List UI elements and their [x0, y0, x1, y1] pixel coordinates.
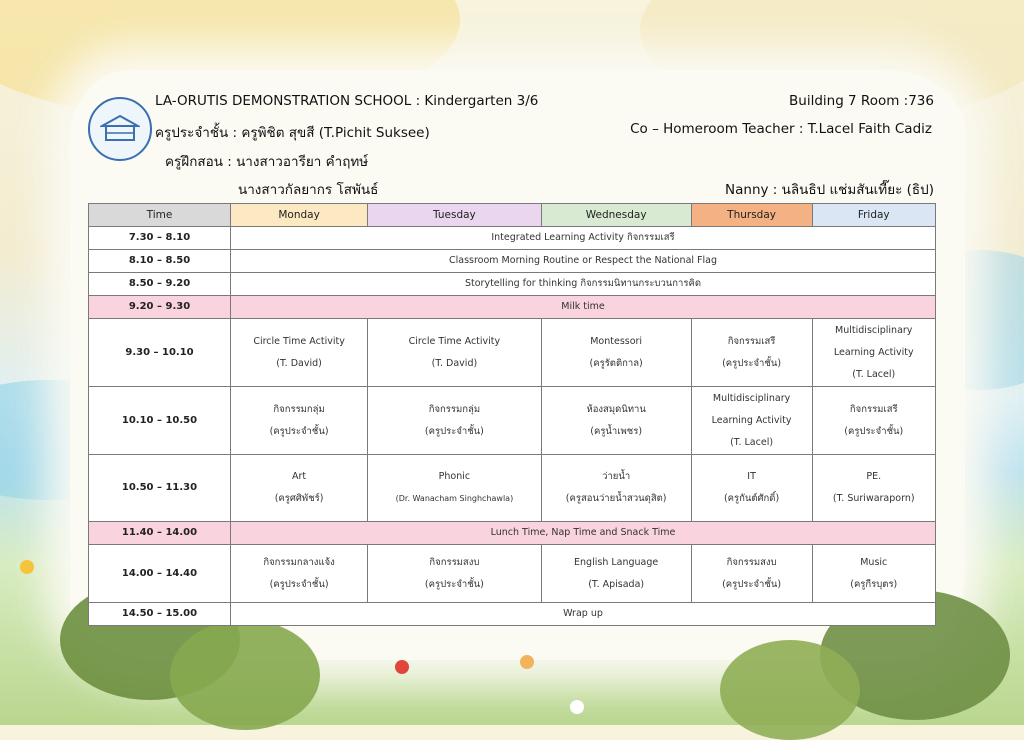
- header-monday: Monday: [231, 204, 368, 227]
- co-homeroom-teacher: Co – Homeroom Teacher : T.Lacel Faith Cadiz: [630, 121, 932, 137]
- friday-activity: [812, 387, 936, 455]
- activity-name: Music: [860, 556, 888, 568]
- time-cell: 10.10 – 10.50: [89, 387, 231, 455]
- activity-name: กิจกรรมเสรี: [849, 403, 898, 415]
- header-tuesday: Tuesday: [368, 204, 542, 227]
- room-label: Building 7 Room :736: [789, 93, 934, 109]
- header-friday: Friday: [812, 204, 936, 227]
- flower: [20, 560, 34, 574]
- table-row: [89, 522, 936, 545]
- activity-teacher: (ครูประจำชั้น): [844, 425, 904, 437]
- activity-teacher: (ครูประจำชั้น): [722, 357, 782, 369]
- table-header-row: [89, 204, 936, 227]
- activity-name: กิจกรรมเสรี: [727, 335, 776, 347]
- school-building-icon: [100, 114, 140, 144]
- flower: [520, 655, 534, 669]
- span-activity: Storytelling for thinking กิจกรรมนิทานกระบวนการคิด: [231, 273, 936, 296]
- activity-name: Phonic: [438, 471, 471, 482]
- activity-name: กิจกรรมกลางแจ้ง: [263, 556, 335, 568]
- table-row: [89, 227, 936, 250]
- school-title: LA-ORUTIS DEMONSTRATION SCHOOL : Kindergarten 3/6: [155, 93, 539, 109]
- span-activity: Integrated Learning Activity กิจกรรมเสรี: [231, 227, 936, 250]
- time-cell: 9.20 – 9.30: [89, 296, 231, 319]
- span-activity: Milk time: [231, 296, 936, 319]
- thursday-activity: [691, 455, 812, 522]
- activity-teacher: (ครูประจำชั้น): [269, 425, 329, 437]
- flower: [395, 660, 409, 674]
- table-row: [89, 545, 936, 603]
- monday-activity: [231, 387, 368, 455]
- span-activity: Wrap up: [231, 603, 936, 626]
- activity-teacher: (ครูสอนว่ายน้ำสวนดุสิต): [565, 493, 667, 504]
- activity-name: Art: [292, 471, 307, 482]
- bush-left-2: [170, 620, 320, 730]
- tuesday-activity: [368, 387, 542, 455]
- table-row: [89, 387, 936, 455]
- activity-teacher: (ครูประจำชั้น): [424, 578, 484, 590]
- header-time: Time: [89, 204, 231, 227]
- activity-teacher: (ครูศศิพัชร์): [274, 493, 324, 504]
- thursday-activity: [691, 319, 812, 387]
- trainee-teacher-1: ครูฝึกสอน : นางสาวอารียา คำฤทษ์: [165, 154, 369, 170]
- activity-teacher: (T. Suriwaraporn): [832, 493, 915, 504]
- activity-teacher: (ครูรัตติกาล): [589, 357, 643, 369]
- activity-teacher: (ครูประจำชั้น): [424, 425, 484, 437]
- friday-activity: [812, 319, 936, 387]
- activity-teacher: (ครูประจำชั้น): [722, 578, 782, 590]
- activity-teacher: (ครูน้ำเพชร): [590, 425, 643, 437]
- wednesday-activity: [541, 455, 691, 522]
- activity-name: PE.: [866, 471, 882, 482]
- table-row: [89, 273, 936, 296]
- activity-name: กิจกรรมสงบ: [429, 556, 480, 568]
- time-cell: 14.50 – 15.00: [89, 603, 231, 626]
- monday-activity: [231, 319, 368, 387]
- flower: [570, 700, 584, 714]
- activity-name: กิจกรรมสงบ: [726, 556, 777, 568]
- table-row: [89, 319, 936, 387]
- table-row: [89, 603, 936, 626]
- activity-teacher: (ครูประจำชั้น): [269, 578, 329, 590]
- activity-teacher: (T. David): [276, 357, 322, 369]
- time-cell: 14.00 – 14.40: [89, 545, 231, 603]
- span-activity: Classroom Morning Routine or Respect the National Flag: [231, 250, 936, 273]
- time-cell: 8.10 – 8.50: [89, 250, 231, 273]
- activity-name: English Language: [574, 556, 659, 568]
- trainee-teacher-2: นางสาวกัลยากร โสพันธ์: [238, 182, 379, 198]
- bush-right-2: [720, 640, 860, 740]
- activity-teacher: (ครูกีรบุตร): [850, 578, 898, 590]
- activity-name: Multidisciplinary: [835, 324, 913, 336]
- activity-teacher: (T. Lacel): [852, 368, 896, 380]
- schedule-table: [88, 203, 936, 626]
- wednesday-activity: [541, 545, 691, 603]
- time-cell: 8.50 – 9.20: [89, 273, 231, 296]
- wednesday-activity: [541, 387, 691, 455]
- tuesday-activity: [368, 319, 542, 387]
- activity-teacher: (Dr. Wanacham Singhchawla): [395, 494, 514, 503]
- table-row: [89, 296, 936, 319]
- wednesday-activity: [541, 319, 691, 387]
- activity-name: กิจกรรมกลุ่ม: [273, 403, 325, 415]
- activity-name: Circle Time Activity: [408, 335, 501, 347]
- friday-activity: [812, 545, 936, 603]
- activity-name: Circle Time Activity: [253, 335, 345, 347]
- activity-name: ว่ายน้ำ: [602, 471, 631, 482]
- activity-name: กิจกรรมกลุ่ม: [428, 403, 481, 415]
- table-row: [89, 455, 936, 522]
- school-logo: [88, 97, 152, 161]
- homeroom-teacher: ครูประจำชั้น : ครูพิชิต สุขสี (T.Pichit Suksee): [155, 125, 430, 141]
- header-wednesday: Wednesday: [541, 204, 691, 227]
- tuesday-activity: [368, 455, 542, 522]
- time-cell: 7.30 – 8.10: [89, 227, 231, 250]
- activity-name: Montessori: [590, 335, 643, 347]
- table-row: [89, 250, 936, 273]
- thursday-activity: [691, 387, 812, 455]
- friday-activity: [812, 455, 936, 522]
- activity-teacher: (ครูกันต์ศักดิ์): [723, 493, 780, 504]
- activity-name: Multidisciplinary: [712, 392, 791, 404]
- activity-teacher: (T. David): [431, 357, 478, 369]
- nanny-label: Nanny : นลินธิป แช่มสันเที๊ยะ (ธิป): [725, 182, 934, 198]
- time-cell: 9.30 – 10.10: [89, 319, 231, 387]
- time-cell: 11.40 – 14.00: [89, 522, 231, 545]
- monday-activity: [231, 545, 368, 603]
- activity-teacher: (T. Apisada): [588, 578, 645, 590]
- monday-activity: [231, 455, 368, 522]
- activity-name-2: Learning Activity: [833, 346, 914, 358]
- header-thursday: Thursday: [691, 204, 812, 227]
- activity-name: ห้องสมุดนิทาน: [586, 403, 646, 415]
- activity-name: IT: [747, 471, 756, 482]
- activity-teacher: (T. Lacel): [730, 436, 774, 448]
- thursday-activity: [691, 545, 812, 603]
- span-activity: Lunch Time, Nap Time and Snack Time: [231, 522, 936, 545]
- activity-name-2: Learning Activity: [711, 414, 792, 426]
- tuesday-activity: [368, 545, 542, 603]
- time-cell: 10.50 – 11.30: [89, 455, 231, 522]
